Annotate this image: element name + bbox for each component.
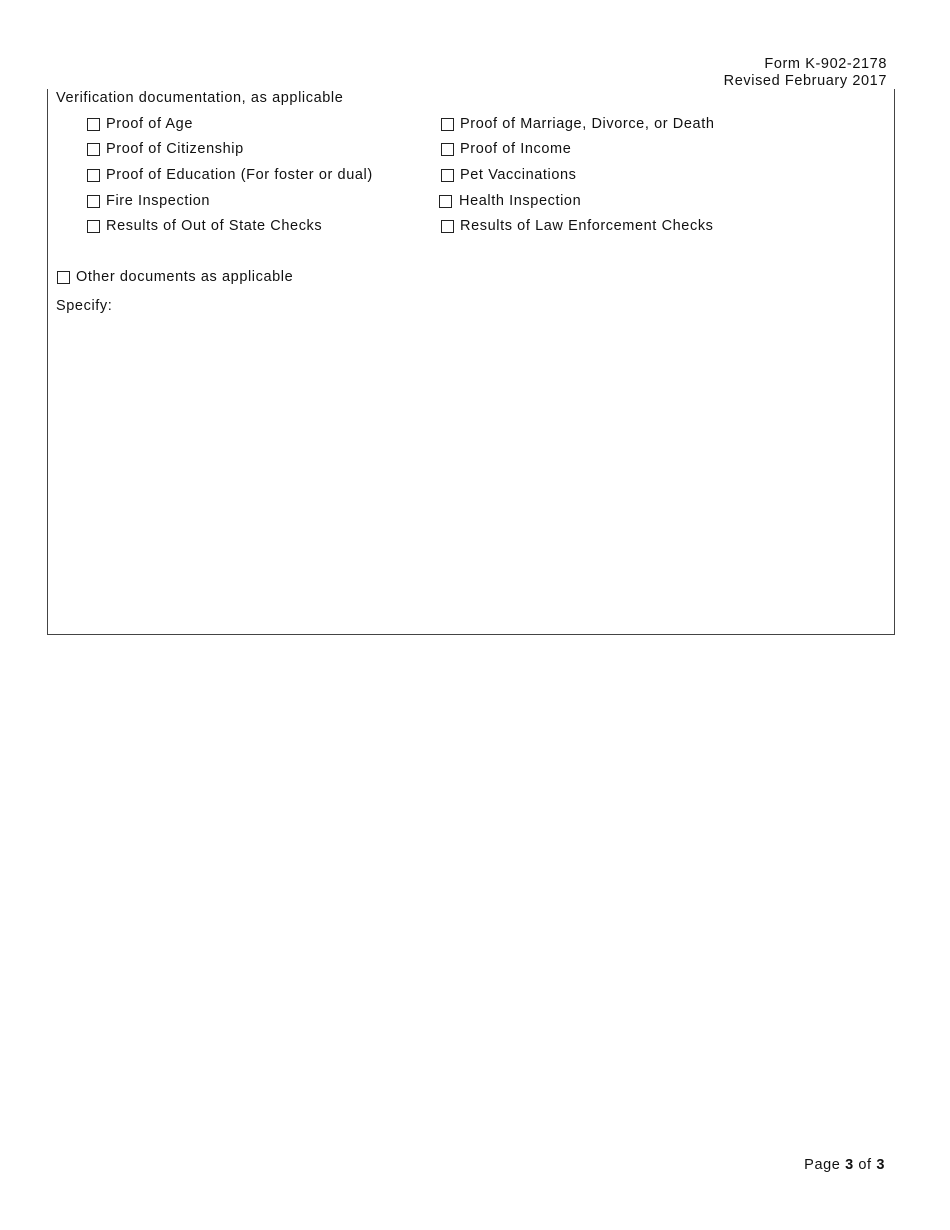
checkbox-proof-of-marriage[interactable]	[441, 116, 715, 132]
checkbox-proof-of-education[interactable]	[87, 167, 373, 183]
section-title: Verification documentation, as applicable	[56, 90, 344, 106]
checkbox-label: Pet Vaccinations	[460, 167, 577, 183]
current-page: 3	[845, 1157, 854, 1173]
checkbox-box[interactable]	[87, 195, 100, 208]
checkbox-box[interactable]	[87, 220, 100, 233]
checkbox-health-inspection[interactable]	[439, 193, 581, 209]
checkbox-proof-of-citizenship[interactable]	[87, 141, 244, 157]
page-word: Page	[804, 1157, 841, 1173]
checkbox-box[interactable]	[57, 271, 70, 284]
checkbox-law-enforcement-checks[interactable]	[441, 218, 714, 234]
checkbox-label: Results of Out of State Checks	[106, 218, 323, 234]
checkbox-box[interactable]	[87, 143, 100, 156]
checkbox-box[interactable]	[87, 169, 100, 182]
checkbox-out-of-state-checks[interactable]	[87, 218, 322, 234]
checkbox-box[interactable]	[441, 118, 454, 131]
checkbox-box[interactable]	[441, 169, 454, 182]
checkbox-fire-inspection[interactable]	[87, 193, 210, 209]
checkbox-box[interactable]	[441, 220, 454, 233]
checkbox-label: Proof of Marriage, Divorce, or Death	[460, 116, 715, 132]
checkbox-label: Proof of Income	[460, 141, 572, 157]
form-number: Form K-902-2178	[764, 56, 887, 72]
checkbox-label: Proof of Age	[106, 116, 194, 132]
checkbox-proof-of-income[interactable]	[441, 141, 571, 157]
checkbox-label: Results of Law Enforcement Checks	[460, 218, 714, 234]
checkbox-box[interactable]	[441, 143, 454, 156]
page-number	[804, 1157, 885, 1173]
form-header	[724, 56, 887, 90]
checkbox-box[interactable]	[87, 118, 100, 131]
checkbox-label: Other documents as applicable	[76, 269, 294, 285]
revision-date: Revised February 2017	[723, 73, 887, 89]
checkbox-label: Proof of Citizenship	[106, 141, 244, 157]
total-pages: 3	[876, 1157, 885, 1173]
checkbox-label: Proof of Education (For foster or dual)	[106, 167, 373, 183]
checkbox-label: Fire Inspection	[106, 193, 211, 209]
of-word: of	[858, 1157, 872, 1173]
checkbox-label: Health Inspection	[459, 193, 582, 209]
checkbox-pet-vaccinations[interactable]	[441, 167, 577, 183]
checkbox-other-documents[interactable]	[57, 269, 293, 285]
specify-label: Specify:	[56, 298, 113, 314]
checkbox-box[interactable]	[439, 195, 452, 208]
checkbox-proof-of-age[interactable]	[87, 116, 193, 132]
